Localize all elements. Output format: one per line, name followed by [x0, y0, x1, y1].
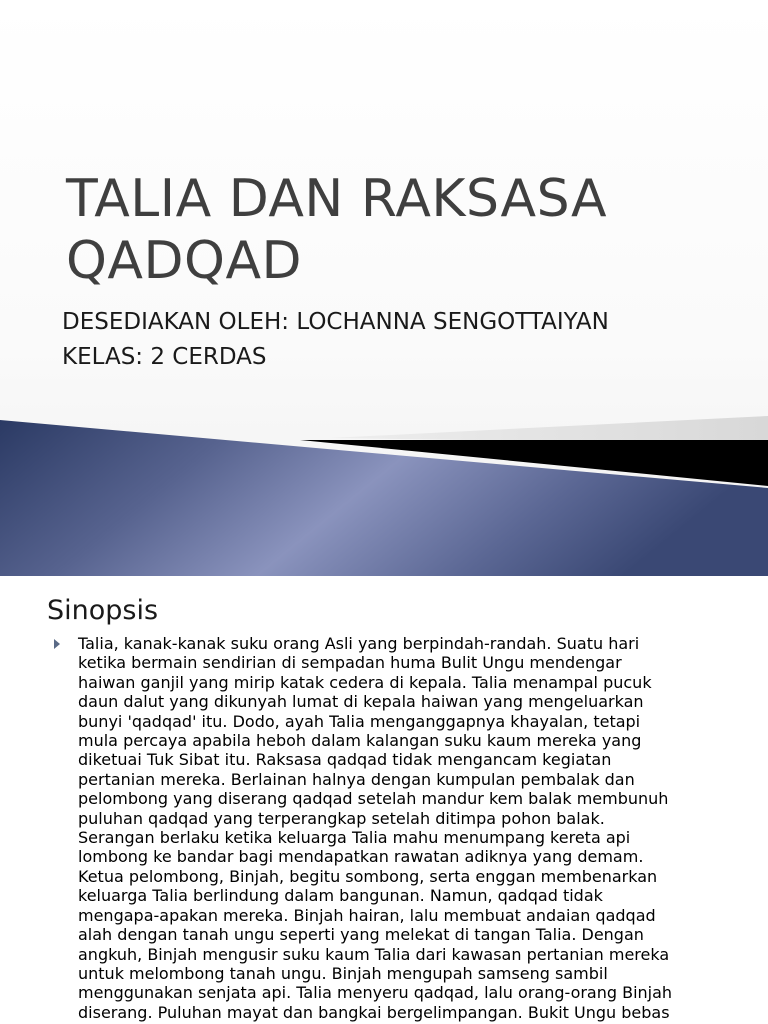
paragraph-line: menggunakan senjata api. Talia menyeru qadqad, lalu orang-orang Binjah	[78, 983, 673, 1003]
paragraph-line: Serangan berlaku ketika keluarga Talia mahu menumpang kereta api	[78, 828, 631, 848]
paragraph-line: lombong ke bandar bagi mendapatkan rawatan adiknya yang demam.	[78, 847, 644, 867]
paragraph-line: pelombong yang diserang qadqad setelah mandur kem balak membunuh	[78, 789, 669, 809]
paragraph-line: ketika bermain sendirian di sempadan huma Bulit Ungu mendengar	[78, 653, 622, 673]
paragraph-line: daun dalut yang dikunyah lumat di kepala haiwan yang mengeluarkan	[78, 692, 644, 712]
paragraph-line: alah dengan tanah ungu seperti yang melekat di tangan Talia. Dengan	[78, 925, 644, 945]
paragraph-line: untuk melombong tanah ungu. Binjah mengupah samseng sambil	[78, 963, 608, 983]
slide-title	[66, 168, 706, 292]
triangle-bullet-icon	[54, 639, 62, 649]
paragraph-line: mula percaya apabila heboh dalam kalangan suku kaum mereka yang	[78, 731, 642, 751]
decorative-band	[0, 400, 768, 576]
paragraph-line: Talia, kanak-kanak suku orang Asli yang berpindah-randah. Suatu hari	[78, 634, 640, 653]
paragraph-line: mengapa-apakan mereka. Binjah hairan, lalu membuat andaian qadqad	[78, 905, 656, 925]
paragraph-line: diserang. Puluhan mayat dan bangkai bergelimpangan. Bukit Ungu bebas	[78, 1002, 670, 1022]
slide-title-line-1: TALIA DAN RAKSASA	[66, 169, 608, 229]
band-light-strip	[330, 416, 768, 442]
paragraph-line: pertanian mereka. Berlainan halnya dengan kumpulan pembalak dan	[78, 769, 635, 789]
slide-subtitle	[62, 305, 752, 375]
paragraph-line: angkuh, Binjah mengusir suku kaum Talia dari kawasan pertanian mereka	[78, 944, 670, 964]
paragraph-line: bunyi 'qadqad' itu. Dodo, ayah Talia menganggapnya khayalan, tetapi	[78, 711, 641, 731]
paragraph-line: haiwan ganjil yang mirip katak cedera di kepala. Talia menampal pucuk	[78, 672, 652, 692]
paragraph-line: keluarga Talia berlindung dalam bangunan. Namun, qadqad tidak	[78, 886, 603, 906]
paragraph-line: puluhan qadqad yang terperangkap setelah ditimpa pohon balak.	[78, 808, 605, 828]
synopsis-slide	[0, 576, 768, 1024]
slide-title-line-2: QADQAD	[66, 231, 303, 291]
paragraph-line: Ketua pelombong, Binjah, begitu sombong, serta enggan membenarkan	[78, 866, 658, 886]
synopsis-heading: Sinopsis	[47, 595, 159, 626]
class-line: KELAS: 2 CERDAS	[62, 344, 267, 370]
synopsis-paragraph	[78, 634, 748, 1022]
paragraph-line: diketuai Tuk Sibat itu. Raksasa qadqad tidak mengancam kegiatan	[78, 750, 612, 770]
author-line: DESEDIAKAN OLEH: LOCHANNA SENGOTTAIYAN	[62, 309, 609, 335]
